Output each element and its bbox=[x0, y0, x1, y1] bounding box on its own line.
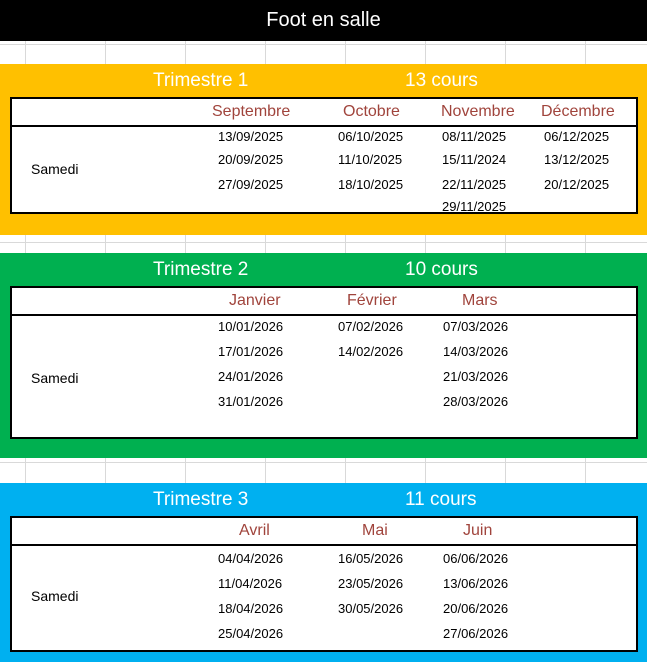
month-header: Novembre bbox=[441, 103, 515, 120]
session-date: 18/04/2026 bbox=[218, 601, 284, 616]
session-date: 18/10/2025 bbox=[338, 177, 404, 192]
session-date: 14/02/2026 bbox=[338, 344, 404, 359]
session-date: 24/01/2026 bbox=[218, 369, 284, 384]
session-date: 08/11/2025 bbox=[442, 129, 507, 144]
weekday-label: Samedi bbox=[31, 161, 79, 177]
quarter-2-count: 10 cours bbox=[405, 259, 478, 280]
quarter-3-count: 11 cours bbox=[405, 489, 477, 510]
session-date: 06/10/2025 bbox=[338, 129, 404, 144]
session-date: 10/01/2026 bbox=[218, 319, 284, 334]
session-date: 28/03/2026 bbox=[443, 394, 509, 409]
quarter-1-header bbox=[0, 64, 647, 97]
quarter-3-header bbox=[0, 483, 647, 516]
month-header-row bbox=[12, 288, 636, 316]
month-header: Avril bbox=[239, 522, 270, 539]
session-date: 13/06/2026 bbox=[443, 576, 509, 591]
weekday-label: Samedi bbox=[31, 370, 79, 386]
session-date: 07/03/2026 bbox=[443, 319, 509, 334]
session-date: 31/01/2026 bbox=[218, 394, 284, 409]
weekday-label: Samedi bbox=[31, 588, 79, 604]
session-date: 11/04/2026 bbox=[218, 576, 283, 591]
quarter-2-table bbox=[10, 286, 638, 439]
session-date: 13/12/2025 bbox=[544, 152, 610, 167]
session-date: 20/09/2025 bbox=[218, 152, 284, 167]
quarter-1-label: Trimestre 1 bbox=[153, 70, 249, 91]
session-date: 15/11/2024 bbox=[442, 152, 507, 167]
session-date: 11/10/2025 bbox=[338, 152, 403, 167]
month-header: Juin bbox=[463, 522, 493, 539]
session-date: 22/11/2025 bbox=[442, 177, 507, 192]
quarter-2-label: Trimestre 2 bbox=[153, 259, 249, 280]
month-header: Septembre bbox=[212, 103, 291, 120]
quarter-3-label: Trimestre 3 bbox=[153, 489, 249, 510]
month-header: Février bbox=[347, 292, 397, 309]
quarter-1-table bbox=[10, 97, 638, 214]
session-date: 27/06/2026 bbox=[443, 626, 509, 641]
month-header: Décembre bbox=[541, 103, 615, 120]
session-date: 20/06/2026 bbox=[443, 601, 509, 616]
session-date: 06/12/2025 bbox=[544, 129, 610, 144]
session-date: 13/09/2025 bbox=[218, 129, 284, 144]
quarter-2-section bbox=[0, 253, 647, 458]
month-header: Janvier bbox=[229, 292, 281, 309]
session-date: 06/06/2026 bbox=[443, 551, 509, 566]
month-header: Octobre bbox=[343, 103, 400, 120]
session-date: 07/02/2026 bbox=[338, 319, 404, 334]
session-date: 21/03/2026 bbox=[443, 369, 509, 384]
month-header-row bbox=[12, 99, 636, 127]
session-date: 04/04/2026 bbox=[218, 551, 284, 566]
session-date: 29/11/2025 bbox=[442, 199, 507, 214]
month-header: Mai bbox=[362, 522, 388, 539]
quarter-2-header bbox=[0, 253, 647, 286]
session-date: 23/05/2026 bbox=[338, 576, 404, 591]
session-date: 16/05/2026 bbox=[338, 551, 404, 566]
session-date: 30/05/2026 bbox=[338, 601, 404, 616]
quarter-3-section bbox=[0, 483, 647, 662]
quarter-3-table bbox=[10, 516, 638, 652]
quarter-1-count: 13 cours bbox=[405, 70, 478, 91]
session-date: 27/09/2025 bbox=[218, 177, 284, 192]
quarter-1-section bbox=[0, 64, 647, 235]
page-title: Foot en salle bbox=[0, 0, 647, 41]
session-date: 14/03/2026 bbox=[443, 344, 509, 359]
session-date: 25/04/2026 bbox=[218, 626, 284, 641]
session-date: 17/01/2026 bbox=[218, 344, 284, 359]
month-header: Mars bbox=[462, 292, 498, 309]
month-header-row bbox=[12, 518, 636, 546]
session-date: 20/12/2025 bbox=[544, 177, 610, 192]
